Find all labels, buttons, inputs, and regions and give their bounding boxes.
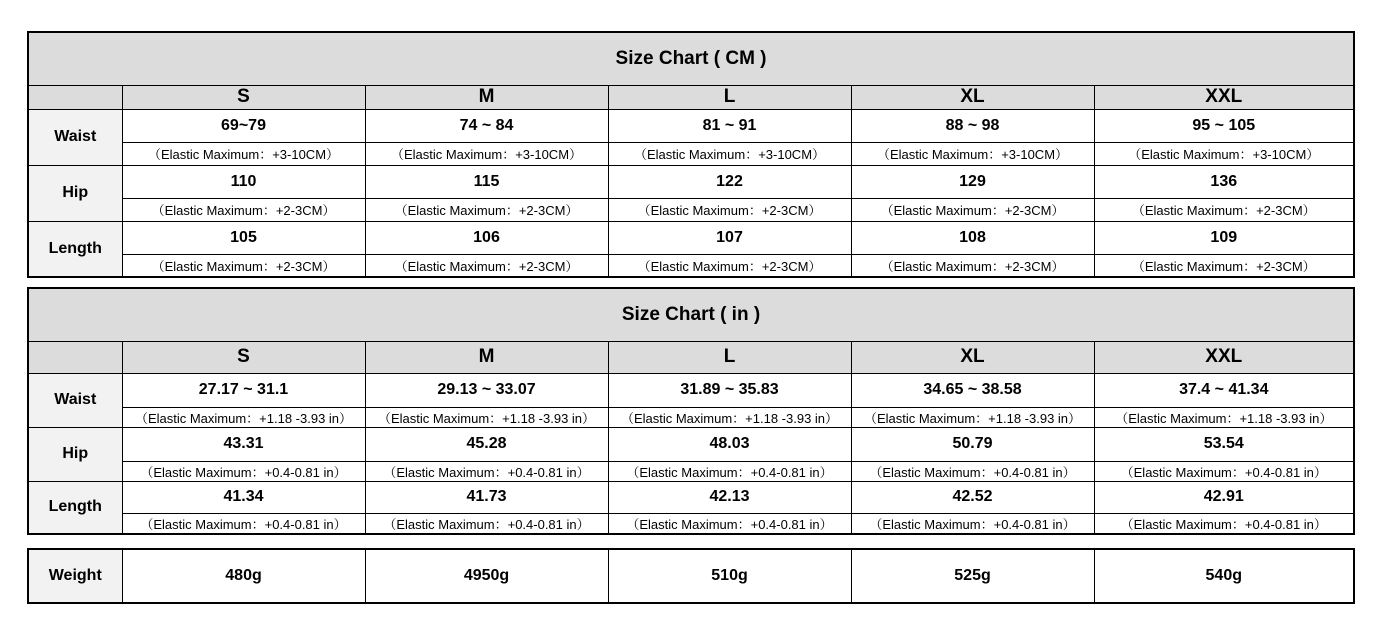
- header-corner: [28, 85, 122, 109]
- measurement-value: 31.89 ~ 35.83: [608, 373, 851, 407]
- elastic-note: （Elastic Maximum：+2-3CM）: [1094, 254, 1354, 277]
- size-header-xl: XL: [851, 85, 1094, 109]
- weight-value: 4950g: [365, 549, 608, 603]
- row-label-hip: Hip: [28, 427, 122, 481]
- weight-table: [27, 548, 1355, 604]
- elastic-note: （Elastic Maximum：+0.4-0.81 in）: [365, 461, 608, 481]
- size-header-s: S: [122, 341, 365, 373]
- size-header-xxl: XXL: [1094, 341, 1354, 373]
- size-chart-in-title: Size Chart ( in ): [28, 288, 1354, 341]
- elastic-note: （Elastic Maximum：+2-3CM）: [122, 254, 365, 277]
- row-label-weight: Weight: [28, 549, 122, 603]
- measurement-value: 108: [851, 221, 1094, 254]
- elastic-note: （Elastic Maximum：+0.4-0.81 in）: [365, 513, 608, 534]
- size-header-l: L: [608, 341, 851, 373]
- weight-value: 525g: [851, 549, 1094, 603]
- elastic-note: （Elastic Maximum：+2-3CM）: [851, 254, 1094, 277]
- elastic-note: （Elastic Maximum：+3-10CM）: [1094, 142, 1354, 165]
- elastic-note: （Elastic Maximum：+3-10CM）: [851, 142, 1094, 165]
- weight-value: 510g: [608, 549, 851, 603]
- measurement-value: 110: [122, 165, 365, 198]
- elastic-note: （Elastic Maximum：+0.4-0.81 in）: [1094, 461, 1354, 481]
- measurement-value: 42.52: [851, 481, 1094, 513]
- measurement-value: 37.4 ~ 41.34: [1094, 373, 1354, 407]
- measurement-value: 105: [122, 221, 365, 254]
- row-label-length: Length: [28, 481, 122, 534]
- elastic-note: （Elastic Maximum：+0.4-0.81 in）: [608, 461, 851, 481]
- measurement-value: 34.65 ~ 38.58: [851, 373, 1094, 407]
- measurement-value: 136: [1094, 165, 1354, 198]
- elastic-note: （Elastic Maximum：+1.18 -3.93 in）: [851, 407, 1094, 427]
- size-header-l: L: [608, 85, 851, 109]
- elastic-note: （Elastic Maximum：+2-3CM）: [1094, 198, 1354, 221]
- header-corner: [28, 341, 122, 373]
- measurement-value: 129: [851, 165, 1094, 198]
- elastic-note: （Elastic Maximum：+2-3CM）: [122, 198, 365, 221]
- size-header-xxl: XXL: [1094, 85, 1354, 109]
- measurement-value: 41.34: [122, 481, 365, 513]
- row-label-hip: Hip: [28, 165, 122, 221]
- measurement-value: 48.03: [608, 427, 851, 461]
- measurement-value: 42.13: [608, 481, 851, 513]
- measurement-value: 43.31: [122, 427, 365, 461]
- weight-value: 540g: [1094, 549, 1354, 603]
- size-chart-cm-table: [27, 31, 1355, 278]
- row-label-waist: Waist: [28, 373, 122, 427]
- elastic-note: （Elastic Maximum：+3-10CM）: [608, 142, 851, 165]
- measurement-value: 27.17 ~ 31.1: [122, 373, 365, 407]
- measurement-value: 88 ~ 98: [851, 109, 1094, 142]
- size-chart-cm-title: Size Chart ( CM ): [28, 32, 1354, 85]
- measurement-value: 109: [1094, 221, 1354, 254]
- elastic-note: （Elastic Maximum：+3-10CM）: [365, 142, 608, 165]
- elastic-note: （Elastic Maximum：+3-10CM）: [122, 142, 365, 165]
- measurement-value: 29.13 ~ 33.07: [365, 373, 608, 407]
- measurement-value: 42.91: [1094, 481, 1354, 513]
- measurement-value: 53.54: [1094, 427, 1354, 461]
- measurement-value: 74 ~ 84: [365, 109, 608, 142]
- measurement-value: 81 ~ 91: [608, 109, 851, 142]
- elastic-note: （Elastic Maximum：+0.4-0.81 in）: [851, 461, 1094, 481]
- size-header-s: S: [122, 85, 365, 109]
- elastic-note: （Elastic Maximum：+0.4-0.81 in）: [851, 513, 1094, 534]
- size-header-m: M: [365, 341, 608, 373]
- measurement-value: 115: [365, 165, 608, 198]
- size-header-m: M: [365, 85, 608, 109]
- elastic-note: （Elastic Maximum：+1.18 -3.93 in）: [1094, 407, 1354, 427]
- elastic-note: （Elastic Maximum：+2-3CM）: [608, 254, 851, 277]
- elastic-note: （Elastic Maximum：+0.4-0.81 in）: [122, 513, 365, 534]
- size-chart-in-table: [27, 287, 1355, 535]
- weight-value: 480g: [122, 549, 365, 603]
- measurement-value: 107: [608, 221, 851, 254]
- elastic-note: （Elastic Maximum：+2-3CM）: [851, 198, 1094, 221]
- elastic-note: （Elastic Maximum：+2-3CM）: [365, 254, 608, 277]
- measurement-value: 45.28: [365, 427, 608, 461]
- elastic-note: （Elastic Maximum：+0.4-0.81 in）: [608, 513, 851, 534]
- elastic-note: （Elastic Maximum：+2-3CM）: [608, 198, 851, 221]
- row-label-length: Length: [28, 221, 122, 277]
- measurement-value: 122: [608, 165, 851, 198]
- row-label-waist: Waist: [28, 109, 122, 165]
- elastic-note: （Elastic Maximum：+2-3CM）: [365, 198, 608, 221]
- measurement-value: 106: [365, 221, 608, 254]
- measurement-value: 95 ~ 105: [1094, 109, 1354, 142]
- elastic-note: （Elastic Maximum：+1.18 -3.93 in）: [122, 407, 365, 427]
- measurement-value: 41.73: [365, 481, 608, 513]
- measurement-value: 50.79: [851, 427, 1094, 461]
- elastic-note: （Elastic Maximum：+0.4-0.81 in）: [1094, 513, 1354, 534]
- elastic-note: （Elastic Maximum：+1.18 -3.93 in）: [365, 407, 608, 427]
- elastic-note: （Elastic Maximum：+0.4-0.81 in）: [122, 461, 365, 481]
- size-header-xl: XL: [851, 341, 1094, 373]
- measurement-value: 69~79: [122, 109, 365, 142]
- elastic-note: （Elastic Maximum：+1.18 -3.93 in）: [608, 407, 851, 427]
